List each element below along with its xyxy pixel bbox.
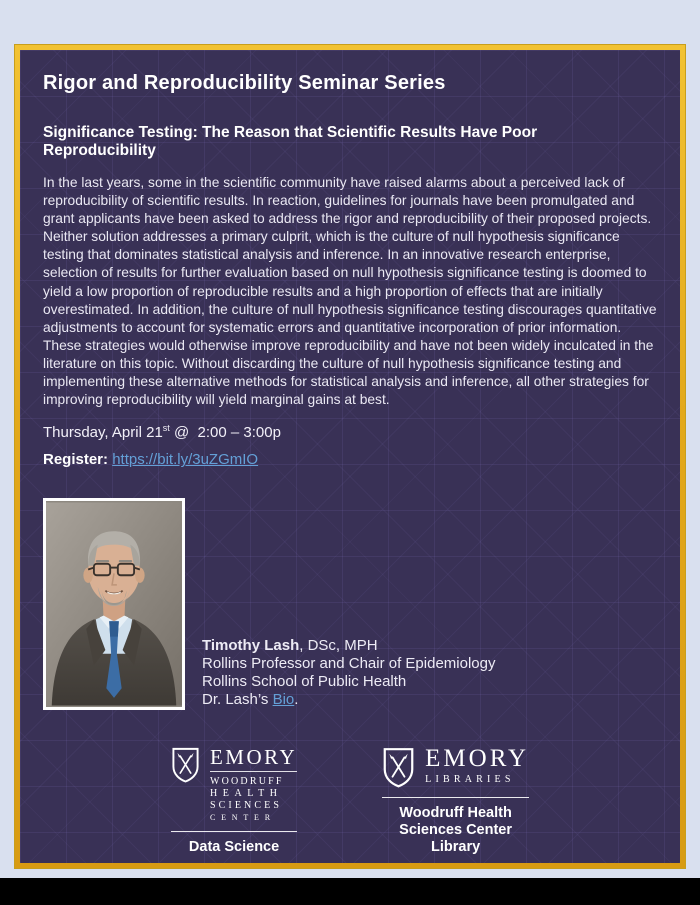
- woodruff-data-science-logo: [171, 746, 297, 856]
- library-label-line: Sciences Center: [399, 822, 513, 839]
- library-label: [382, 805, 529, 856]
- time-text: @ 2:00 – 3:00p: [169, 424, 281, 442]
- series-title: Rigor and Reproducibility Seminar Series: [43, 72, 446, 94]
- bottom-black-bar: [0, 878, 700, 905]
- speaker-role: Rollins Professor and Chair of Epidemiology: [202, 655, 496, 673]
- register-link[interactable]: https://bit.ly/3uZGmIO: [112, 451, 259, 469]
- flyer-card-body: [20, 50, 680, 863]
- bio-link[interactable]: Bio: [272, 691, 295, 709]
- unit-line: SCIENCES: [209, 800, 282, 812]
- bio-prefix: Dr. Lash’s: [202, 691, 273, 709]
- speaker-credentials: , DSc, MPH: [299, 637, 378, 655]
- speaker-info: [202, 637, 495, 710]
- register-line: [43, 451, 657, 468]
- logo-divider: [382, 797, 529, 798]
- session-title: Significance Testing: The Reason that Scientific Results Have Poor Reproducibility: [43, 124, 538, 159]
- libraries-label: LIBRARIES: [425, 774, 515, 786]
- flyer-card: [14, 44, 686, 869]
- footer-logos: [43, 746, 657, 856]
- unit-line: HEALTH: [209, 788, 283, 800]
- speaker-section: [43, 498, 657, 710]
- session-abstract: In the last years, some in the scientific community have raised alarms about a perceived lack of reproducibility of scientific results. In reaction, guidelines for journals have been promulgated and grant applicants have been asked to address the rigor and reproducibility of their proposed projects. Neither solution addresses a primary culprit, which is the culture of null hypothesis significance testing that dominates statistical analysis and inference. In an innovative research enterprise, selection of results for further evaluation based on null hypothesis significance testing is doomed to yield a low proportion of reproducible results and a high proportion of effects that are initially overestimated. In addition, the culture of null hypothesis significance testing discourages quantitative adjustments to account for systematic errors and quantitative incorporation of prior information. These strategies would otherwise improve reproducibility and have not been widely inculcated in the literature on this topic. Without discarding the culture of null hypothesis significance testing and implementing these alternative methods for statistical analysis and inference, all other strategies for improving reproducibility will yield marginal gains at best.: [43, 175, 657, 408]
- session-datetime: [43, 423, 657, 441]
- logo-divider: [210, 771, 297, 772]
- bio-suffix: .: [294, 691, 299, 709]
- library-label-line: Woodruff Health: [399, 805, 512, 822]
- speaker-name: Timothy Lash: [202, 637, 300, 655]
- speaker-school: Rollins School of Public Health: [202, 673, 407, 691]
- unit-line: WOODRUFF: [209, 776, 284, 788]
- date-ordinal: st: [162, 423, 170, 434]
- date-text: Thursday, April 21: [43, 424, 163, 442]
- logo-divider: [171, 831, 297, 832]
- register-label: Register:: [43, 451, 109, 469]
- speaker-name-line: [202, 637, 495, 655]
- speaker-photo: [43, 498, 185, 710]
- emory-shield-icon: [171, 746, 200, 784]
- emory-shield-icon: [382, 746, 415, 789]
- data-science-label: Data Science: [188, 839, 280, 856]
- library-label-line: Library: [431, 839, 481, 856]
- emory-wordmark: EMORY: [425, 745, 530, 773]
- emory-libraries-logo: [382, 746, 529, 856]
- speaker-bio-line: [202, 691, 495, 709]
- unit-line: CENTER: [209, 813, 276, 823]
- emory-wordmark: EMORY: [209, 745, 298, 770]
- speaker-portrait-illustration: [46, 501, 182, 707]
